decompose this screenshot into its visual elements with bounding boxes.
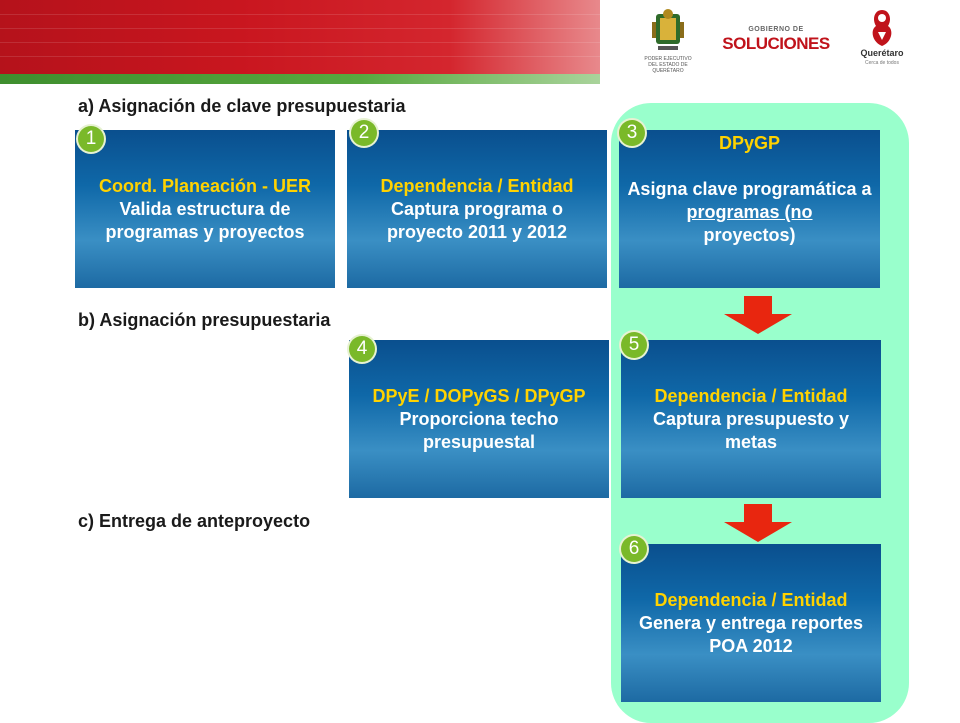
step-4-body: Proporciona techo presupuestal bbox=[399, 408, 559, 452]
step-1-box bbox=[75, 130, 335, 288]
step-3-badge: 3 bbox=[619, 120, 645, 146]
down-arrow-icon bbox=[724, 504, 792, 542]
step-4-badge: 4 bbox=[349, 336, 375, 362]
down-arrow-icon bbox=[724, 296, 792, 334]
step-4-title: DPyE / DOPyGS / DPyGP bbox=[372, 385, 586, 406]
step-4-box bbox=[349, 340, 609, 498]
section-a-label: a) Asignación de clave presupuestaria bbox=[78, 96, 406, 116]
step-6-box bbox=[621, 544, 881, 702]
step-1-badge: 1 bbox=[78, 126, 104, 152]
step-3-body bbox=[627, 178, 871, 247]
step-6-badge: 6 bbox=[621, 536, 647, 562]
queretaro-logo-icon bbox=[864, 6, 900, 50]
section-c-label: c) Entrega de anteproyecto bbox=[78, 511, 311, 531]
step-6-title: Dependencia / Entidad bbox=[654, 589, 848, 610]
crest-caption: PODER EJECUTIVO DEL ESTADO DE QUERÉTARO bbox=[644, 56, 692, 74]
step-3-body-underlined: programas (no bbox=[686, 202, 813, 222]
step-5-body: Captura presupuesto y metas bbox=[652, 408, 850, 452]
queretaro-tagline: Cerca de todos bbox=[865, 60, 899, 66]
step-3-body-line3: proyectos) bbox=[703, 225, 796, 245]
step-2-body: Captura programa o proyecto 2011 y 2012 bbox=[386, 198, 568, 242]
queretaro-name: Querétaro bbox=[860, 48, 904, 58]
header-green-band bbox=[0, 74, 600, 84]
step-5-title: Dependencia / Entidad bbox=[654, 385, 848, 406]
gobierno-de-text: GOBIERNO DE bbox=[748, 26, 804, 33]
step-2-badge: 2 bbox=[351, 120, 377, 146]
step-1-body: Valida estructura de programas y proyectos bbox=[105, 198, 305, 242]
step-5-badge: 5 bbox=[621, 332, 647, 358]
step-3-body-line1: Asigna clave programática a bbox=[627, 179, 872, 199]
header-banner bbox=[0, 0, 960, 92]
section-b-label: b) Asignación presupuestaria bbox=[78, 310, 331, 330]
step-2-title: Dependencia / Entidad bbox=[380, 175, 574, 196]
step-3-box bbox=[619, 130, 880, 288]
step-6-body: Genera y entrega reportes POA 2012 bbox=[638, 612, 864, 656]
soluciones-logo-text: SOLUCIONES bbox=[722, 34, 830, 53]
header-red-band bbox=[0, 0, 600, 74]
step-3-title: DPyGP bbox=[718, 133, 781, 153]
step-1-title: Coord. Planeación - UER bbox=[98, 175, 312, 196]
step-5-box bbox=[621, 340, 881, 498]
step-2-box bbox=[347, 130, 607, 288]
